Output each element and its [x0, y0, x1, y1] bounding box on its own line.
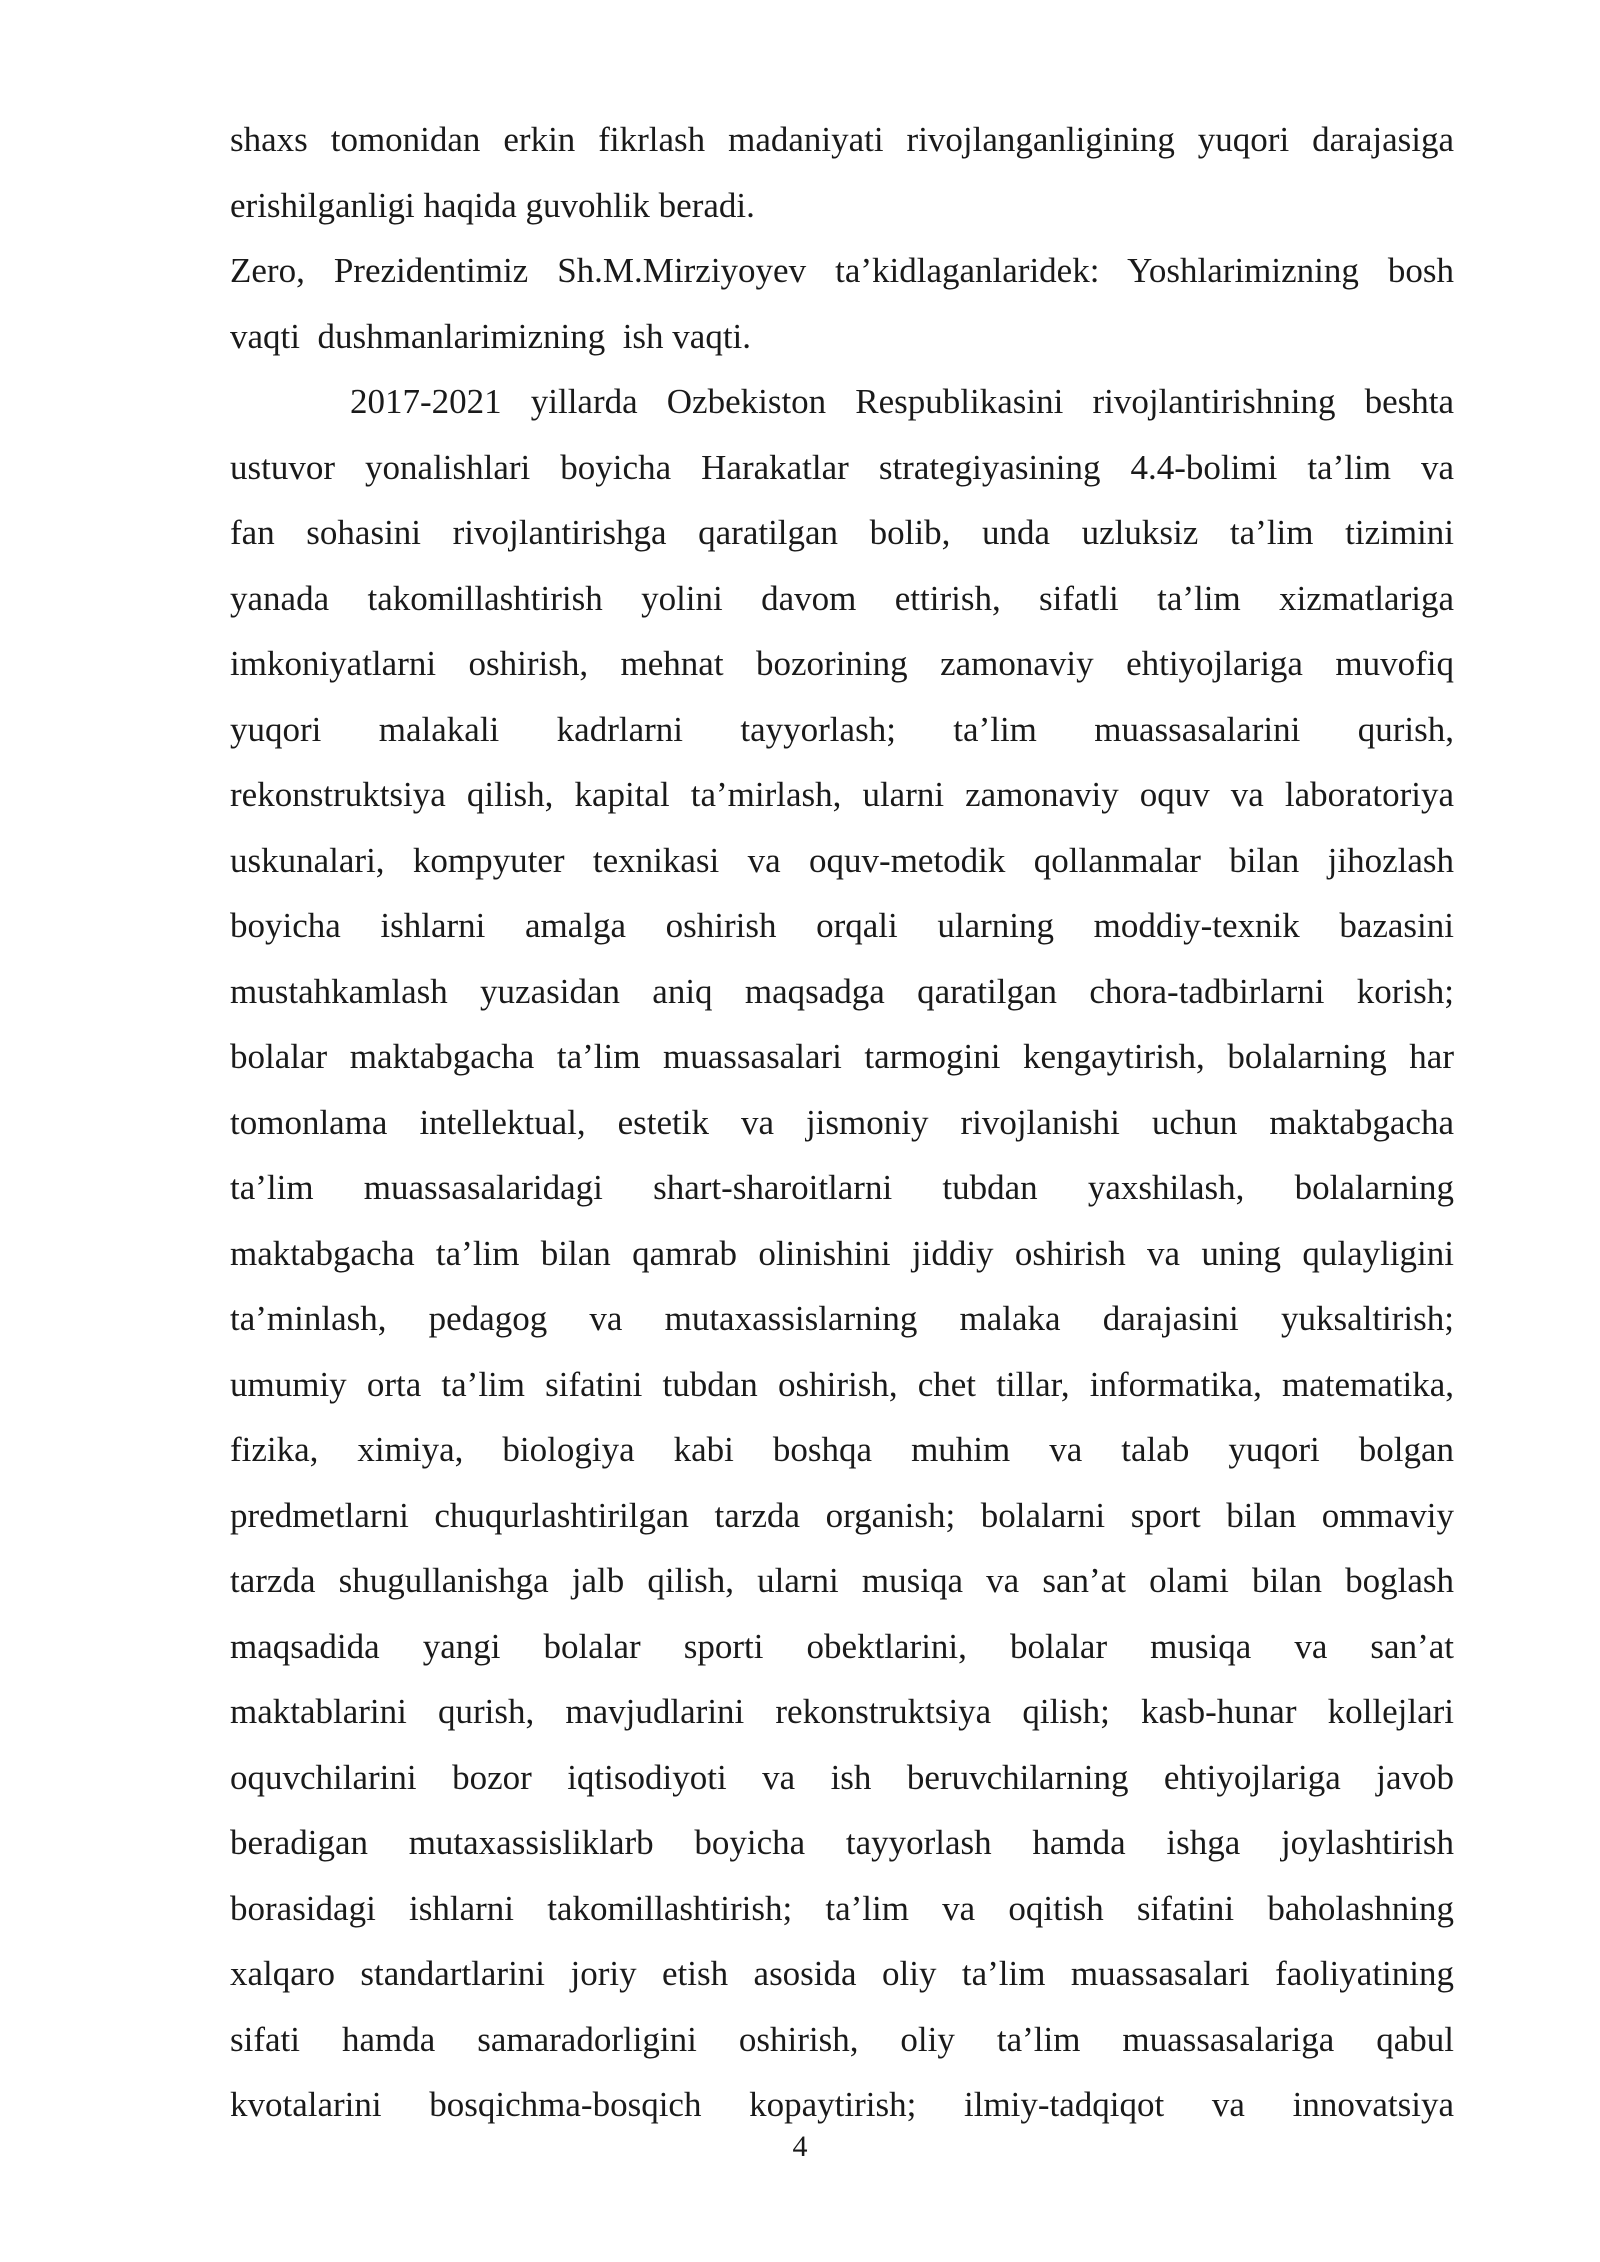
- text-line: uskunalari, kompyuter texnikasi va oquv-metodik qollanmalar bilan jihozlash: [230, 840, 1454, 880]
- text-line: xalqaro standartlarini joriy etish asosida oliy ta’lim muassasalari faoliyatining: [230, 1954, 1454, 1993]
- text-line: maktablarini qurish, mavjudlarini rekonstruktsiya qilish; kasb-hunar kollejlari: [230, 1692, 1454, 1731]
- text-line: Zero, Prezidentimiz Sh.M.Mirziyoyev ta’kidlaganlaridek: Yoshlarimizning bosh: [230, 251, 1454, 290]
- text-line: borasidagi ishlarni takomillashtirish; ta’lim va oqitish sifatini baholashning: [230, 1888, 1454, 1928]
- text-line: mustahkamlash yuzasidan aniq maqsadga qaratilgan chora-tadbirlarni korish;: [230, 971, 1454, 1011]
- text-line: kvotalarini bosqichma-bosqich kopaytirish; ilmiy-tadqiqot va innovatsiya: [230, 2085, 1454, 2124]
- text-line: fan sohasini rivojlantirishga qaratilgan bolib, unda uzluksiz ta’lim tizimini: [230, 513, 1454, 552]
- text-line: 2017-2021 yillarda Ozbekiston Respublikasini rivojlantirishning beshta: [350, 382, 1454, 421]
- text-line: boyicha ishlarni amalga oshirish orqali ularning moddiy-texnik bazasini: [230, 906, 1454, 945]
- text-line: ta’lim muassasalaridagi shart-sharoitlarni tubdan yaxshilash, bolalarning: [230, 1168, 1454, 1207]
- text-line: sifati hamda samaradorligini oshirish, oliy ta’lim muassasalariga qabul: [230, 2019, 1454, 2059]
- text-line: fizika, ximiya, biologiya kabi boshqa muhim va talab yuqori bolgan: [230, 1430, 1454, 1469]
- text-line: rekonstruktsiya qilish, kapital ta’mirlash, ularni zamonaviy oquv va laboratoriya: [230, 775, 1454, 814]
- text-line: tarzda shugullanishga jalb qilish, ularni musiqa va san’at olami bilan boglash: [230, 1561, 1454, 1600]
- text-line: tomonlama intellektual, estetik va jismoniy rivojlanishi uchun maktabgacha: [230, 1102, 1454, 1142]
- text-line: maktabgacha ta’lim bilan qamrab olinishini jiddiy oshirish va uning qulayligini: [230, 1233, 1454, 1273]
- text-line: erishilganligi haqida guvohlik beradi.: [230, 185, 755, 225]
- body-text: [230, 107, 1454, 2138]
- text-line: bolalar maktabgacha ta’lim muassasalari tarmogini kengaytirish, bolalarning har: [230, 1037, 1454, 1076]
- text-line: ustuvor yonalishlari boyicha Harakatlar strategiyasining 4.4-bolimi ta’lim va: [230, 447, 1454, 487]
- text-line: yanada takomillashtirish yolini davom ettirish, sifatli ta’lim xizmatlariga: [230, 578, 1454, 618]
- page-number: 4: [792, 2130, 808, 2163]
- text-line: oquvchilarini bozor iqtisodiyoti va ish beruvchilarning ehtiyojlariga javob: [230, 1757, 1454, 1797]
- text-line: shaxs tomonidan erkin fikrlash madaniyati rivojlanganligining yuqori darajasiga: [230, 120, 1454, 159]
- text-line: imkoniyatlarni oshirish, mehnat bozorining zamonaviy ehtiyojlariga muvofiq: [230, 644, 1454, 683]
- text-line: ta’minlash, pedagog va mutaxassislarning malaka darajasini yuksaltirish;: [230, 1299, 1454, 1338]
- text-line: predmetlarni chuqurlashtirilgan tarzda organish; bolalarni sport bilan ommaviy: [230, 1495, 1454, 1535]
- text-line: beradigan mutaxassisliklarb boyicha tayyorlash hamda ishga joylashtirish: [230, 1823, 1454, 1862]
- text-line: maqsadida yangi bolalar sporti obektlarini, bolalar musiqa va san’at: [230, 1626, 1454, 1666]
- text-line: yuqori malakali kadrlarni tayyorlash; ta’lim muassasalarini qurish,: [230, 709, 1454, 749]
- text-line: umumiy orta ta’lim sifatini tubdan oshirish, chet tillar, informatika, matematika,: [230, 1364, 1454, 1404]
- text-line: vaqti dushmanlarimizning ish vaqti.: [230, 316, 752, 356]
